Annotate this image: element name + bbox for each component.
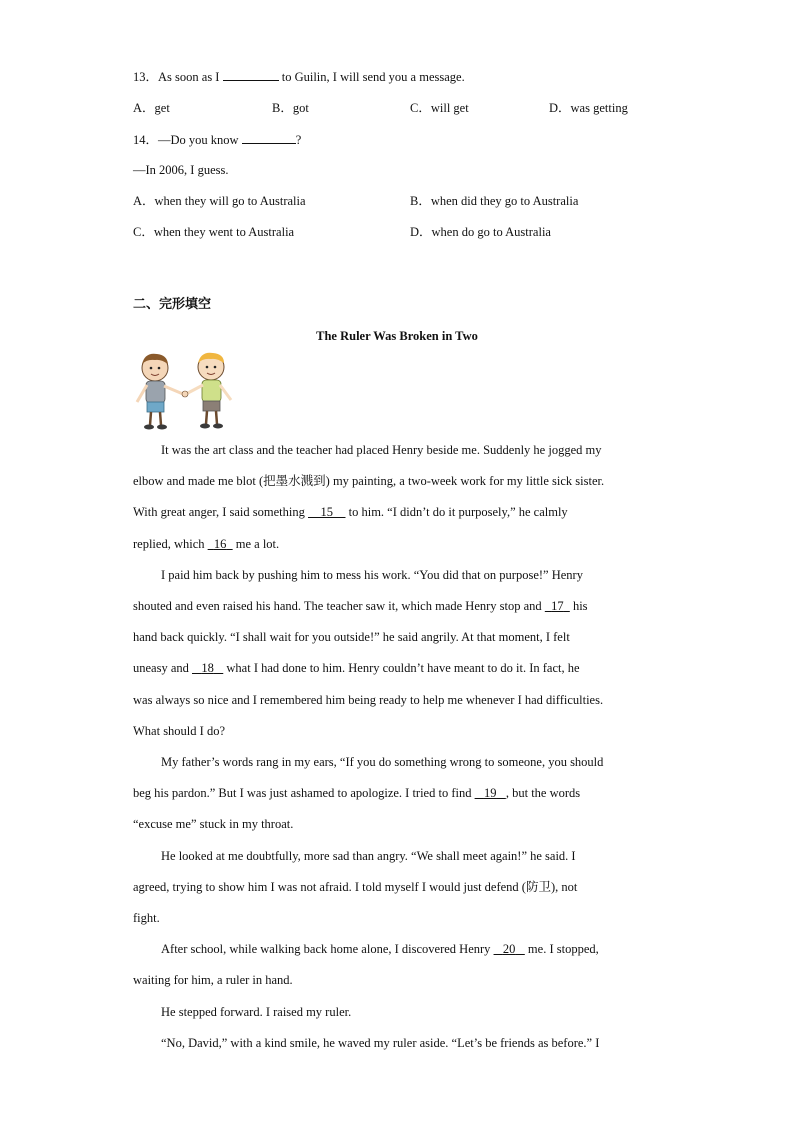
cloze-blank-19: 19 (483, 786, 497, 800)
passage-line: elbow and made me blot (把墨水溅到) my painting, a two-week work for my little sick sister. (133, 474, 605, 488)
passage-line: hand back quickly. “I shall wait for you outside!” he said angrily. At that moment, I felt (133, 630, 570, 644)
section-heading: 二、完形填空 (133, 297, 212, 312)
passage-title: The Ruler Was Broken in Two (316, 329, 478, 343)
q13-option-d: D．was getting (549, 101, 628, 115)
passage-line: waiting for him, a ruler in hand. (133, 973, 293, 987)
passage-line: I paid him back by pushing him to mess his work. “You did that on purpose!” Henry (161, 568, 583, 582)
passage-line: It was the art class and the teacher had placed Henry beside me. Suddenly he jogged my (161, 443, 602, 457)
passage-line: “No, David,” with a kind smile, he waved my ruler aside. “Let’s be friends as before.” I (161, 1036, 600, 1050)
q14-option-c: C．when they went to Australia (133, 225, 295, 239)
cloze-blank-18: 18 (201, 661, 214, 675)
passage-line: My father’s words rang in my ears, “If you do something wrong to someone, you should (161, 755, 604, 769)
cloze-blank-15: 15 (320, 505, 333, 519)
q13-option-a: A．get (133, 101, 170, 115)
passage-line: After school, while walking back home alone, I discovered Henry 20 me. I stopped, (161, 942, 599, 956)
question-14-stem: 14．—Do you know ? (133, 133, 302, 147)
q14-option-b: B．when did they go to Australia (410, 194, 579, 208)
cloze-blank-16: 16 (213, 537, 227, 551)
passage-line: agreed, trying to show him I was not afraid. I told myself I would just defend (防卫), not (133, 880, 578, 894)
q13-option-b: B．got (272, 101, 309, 115)
q14-option-a: A．when they will go to Australia (133, 194, 306, 208)
answer-blank (223, 68, 279, 81)
passage-line: He looked at me doubtfully, more sad than angry. “We shall meet again!” he said. I (161, 849, 576, 863)
passage-line: He stepped forward. I raised my ruler. (161, 1005, 352, 1019)
question-13-stem: 13．As soon as I to Guilin, I will send you a message. (133, 70, 465, 84)
q13-option-c: C．will get (410, 101, 469, 115)
passage-line: fight. (133, 911, 160, 925)
q14-answer-line: —In 2006, I guess. (133, 163, 229, 177)
passage-line: beg his pardon.” But I was just ashamed to apologize. I tried to find 19 , but the words (133, 786, 581, 800)
passage-line: With great anger, I said something 15 to him. “I didn’t do it purposely,” he calmly (133, 505, 568, 519)
passage-line: What should I do? (133, 724, 225, 738)
passage-line: replied, which 16 me a lot. (133, 537, 280, 551)
passage-line: uneasy and 18 what I had done to him. Henry couldn’t have meant to do it. In fact, he (133, 661, 580, 675)
cloze-blank-17: 17 (551, 599, 564, 613)
passage-line: was always so nice and I remembered him being ready to help me whenever I had difficulties. (133, 693, 604, 707)
passage-line: shouted and even raised his hand. The teacher saw it, which made Henry stop and 17 his (133, 599, 588, 613)
passage-line: “excuse me” stuck in my throat. (133, 817, 294, 831)
q14-option-d: D．when do go to Australia (410, 225, 551, 239)
answer-blank (242, 131, 296, 144)
cloze-blank-20: 20 (502, 942, 516, 956)
two-boys-handshake-illustration (131, 350, 239, 432)
